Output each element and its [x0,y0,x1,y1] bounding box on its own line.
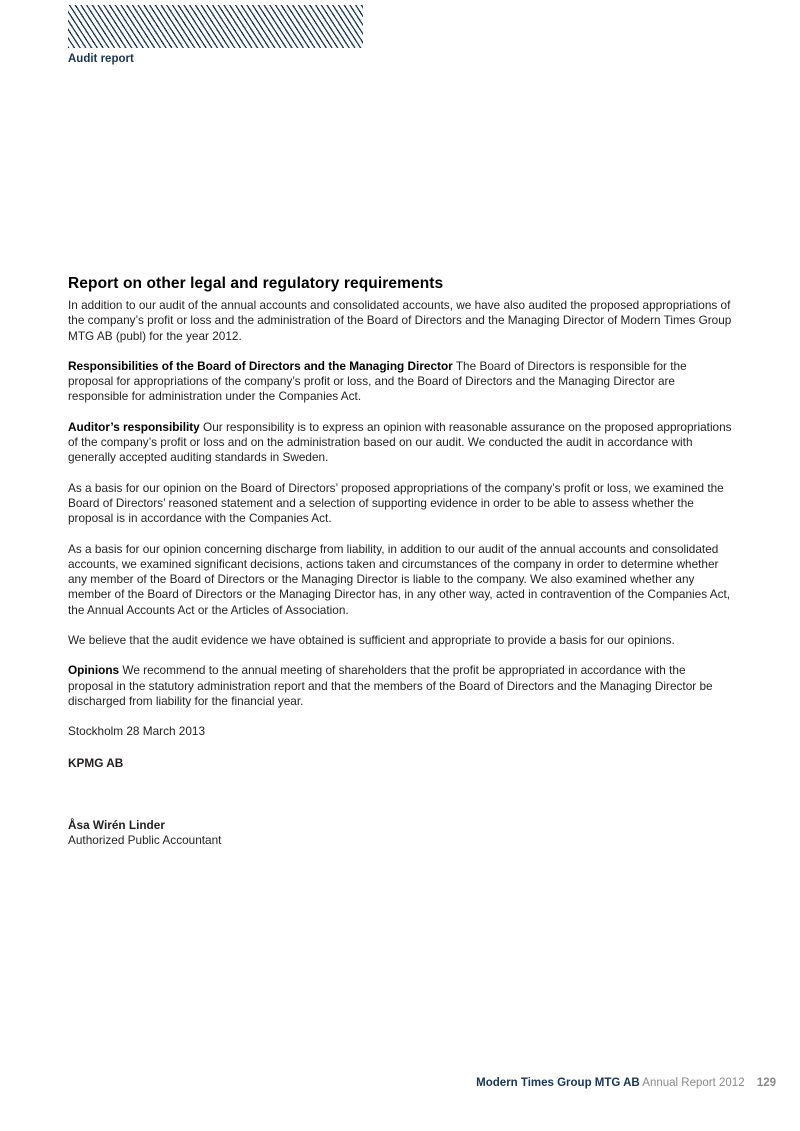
signature-block [68,818,732,849]
hatch-pattern-graphic [68,5,363,48]
footer-page-number: 129 [756,1077,776,1089]
page-footer [476,1077,776,1089]
body-paragraph [68,298,732,344]
signatory-name: Åsa Wirén Linder [68,817,165,832]
body-paragraph [68,542,732,618]
footer-company: Modern Times Group MTG AB [476,1077,640,1089]
footer-report-title: Annual Report 2012 [642,1077,745,1089]
paragraph-text: As a basis for our opinion on the Board of Directors’ proposed appropriations of the company’s profit or loss, we examined the Board of Directors’ reasoned statement and a selection of supporting evidence in order to be able to assess whether the proposal is in accordance with the Companies Act. [68,480,724,526]
paragraph-lead: Opinions [68,663,120,678]
page-heading: Report on other legal and regulatory requirements [68,275,444,292]
paragraph-text: Our responsibility is to express an opinion with reasonable assurance on the proposed appropriations of the company’s profit or loss and on the administration based on our audit. We conducted the audit in accordance with generally accepted auditing standards in Sweden. [68,419,732,465]
paragraph-text: We believe that the audit evidence we have obtained is sufficient and appropriate to provide a basis for our opinions. [68,633,675,648]
body-paragraph [68,663,732,709]
report-body [68,275,732,848]
paragraph-text: As a basis for our opinion concerning discharge from liability, in addition to our audit of the annual accounts and consolidated accounts, we examined significant decisions, actions taken and circumstances of the company in order to determine whether any member of the Board of Directors or the Managing Director is liable to the company. We also examined whether any member of the Board of Directors or the Managing Director has, in any other way, acted in contravention of the Companies Act, the Annual Accounts Act or the Articles of Association. [68,541,731,617]
body-paragraph [68,420,732,466]
paragraph-lead: Responsibilities of the Board of Directors and the Managing Director [68,358,453,373]
dateline: Stockholm 28 March 2013 [68,724,206,739]
paragraph-text: In addition to our audit of the annual accounts and consolidated accounts, we have also audited the proposed appropriations of the company’s profit or loss and the administration of the Board of Directors and the Managing Director of Modern Times Group MTG AB (publ) for the year 2012. [68,298,732,343]
signatory-title: Authorized Public Accountant [68,833,222,848]
section-label: Audit report [68,53,134,65]
body-paragraph [68,633,732,648]
body-paragraph [68,481,732,527]
paragraph-text: We recommend to the annual meeting of shareholders that the profit be appropriated in accordance with the proposal in the statutory administration report and that the members of the Board of Directors and the Managing Director be discharged from liability for the financial year. [68,663,713,708]
body-paragraph [68,359,732,405]
paragraph-lead: Auditor’s responsibility [68,419,200,434]
paragraph-text: The Board of Directors is responsible for the proposal for appropriations of the company’s profit or loss, and the Board of Directors and the Managing Director are responsible for administration under the Companies Act. [68,358,687,404]
firm-name: KPMG AB [68,755,124,770]
